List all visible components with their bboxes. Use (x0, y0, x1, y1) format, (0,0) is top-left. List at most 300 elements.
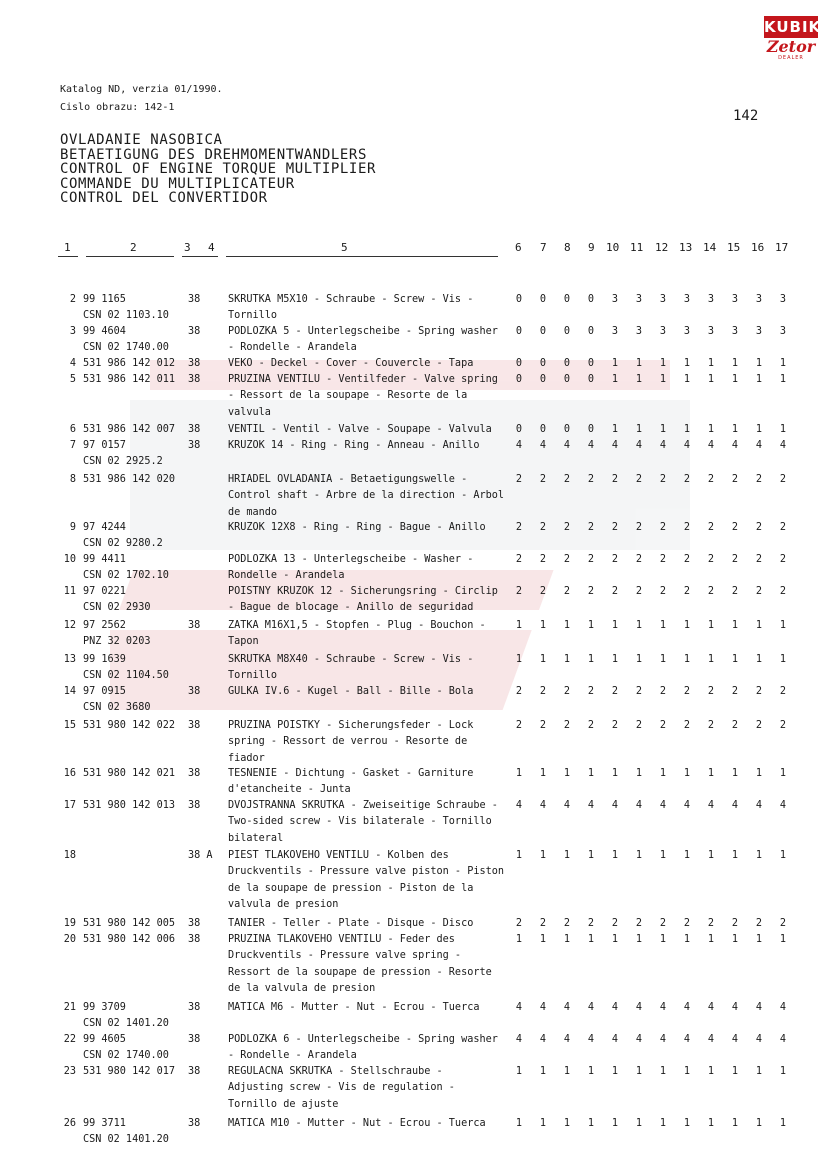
title-de: BETAETIGUNG DES DREHMOMENTWANDLERS (60, 146, 367, 163)
part-number: PNZ 32 0203 (83, 636, 151, 648)
quantity-cell: 2 (755, 474, 763, 485)
quantity-cell: 1 (779, 934, 787, 945)
quantity-cell: 4 (731, 800, 739, 811)
position-number: 4 (69, 358, 76, 369)
quantity-cell: 1 (563, 654, 571, 665)
part-number: 531 980 142 017 (83, 1066, 176, 1077)
quantity-cell: 1 (539, 1066, 547, 1077)
quantity-cell: 0 (587, 358, 595, 369)
group-code: 38 (188, 440, 201, 451)
quantity-cell: 4 (539, 800, 547, 811)
position-number: 11 (63, 586, 76, 597)
quantity-cell: 1 (515, 1118, 523, 1129)
quantity-cell: 2 (683, 918, 691, 929)
part-description: Ressort de la soupape de pression - Resorte (228, 966, 492, 978)
quantity-cell: 2 (611, 586, 619, 597)
col-header-6: 6 (515, 241, 522, 254)
col-header-5: 5 (341, 241, 348, 254)
part-description: PIEST TLAKOVEHO VENTILU - Kolben des (228, 850, 449, 861)
quantity-cell: 1 (611, 358, 619, 369)
group-code: 38 (188, 374, 201, 385)
part-description: Druckventils - Pressure valve spring - (228, 950, 462, 962)
title-es: CONTROL DEL CONVERTIDOR (60, 190, 268, 207)
quantity-cell: 2 (779, 686, 787, 697)
part-number: CSN 02 2930 (83, 602, 151, 614)
quantity-cell: 1 (683, 620, 691, 631)
quantity-cell: 1 (587, 1066, 595, 1077)
quantity-cell: 1 (539, 768, 547, 779)
quantity-cell: 1 (635, 374, 643, 385)
col-header-1: 1 (64, 241, 71, 254)
quantity-cell: 2 (539, 474, 547, 485)
quantity-cell: 4 (659, 1002, 667, 1013)
quantity-cell: 0 (563, 424, 571, 435)
quantity-cell: 4 (731, 440, 739, 451)
position-number: 23 (63, 1066, 76, 1077)
quantity-cell: 4 (659, 1034, 667, 1045)
part-description: Adjusting screw - Vis de regulation - (228, 1082, 455, 1094)
quantity-cell: 4 (635, 440, 643, 451)
quantity-cell: 2 (755, 522, 763, 533)
quantity-cell: 2 (563, 474, 571, 485)
quantity-cell: 1 (611, 850, 619, 861)
quantity-cell: 4 (563, 1034, 571, 1045)
part-description: ZATKA M16X1,5 - Stopfen - Plug - Bouchon - (228, 620, 486, 631)
quantity-cell: 2 (731, 522, 739, 533)
quantity-cell: 1 (779, 620, 787, 631)
quantity-cell: 1 (731, 850, 739, 861)
part-description: DVOJSTRANNA SKRUTKA - Zweiseitige Schraube - (228, 800, 498, 811)
part-description: - Rondelle - Arandela (228, 342, 357, 354)
quantity-cell: 1 (755, 934, 763, 945)
quantity-cell: 1 (539, 1118, 547, 1129)
part-number: 99 4605 (83, 1034, 126, 1045)
quantity-cell: 1 (635, 768, 643, 779)
quantity-cell: 1 (755, 1066, 763, 1077)
quantity-cell: 2 (779, 554, 787, 565)
quantity-cell: 2 (539, 720, 547, 731)
part-number: 97 2562 (83, 620, 126, 631)
quantity-cell: 2 (539, 918, 547, 929)
quantity-cell: 1 (779, 850, 787, 861)
quantity-cell: 1 (563, 1066, 571, 1077)
quantity-cell: 1 (731, 934, 739, 945)
quantity-cell: 2 (587, 686, 595, 697)
part-description: Control shaft - Arbre de la direction - Arbol (228, 490, 505, 502)
part-description: REGULACNA SKRUTKA - Stellschraube - (228, 1066, 443, 1077)
part-number: 97 0915 (83, 686, 126, 697)
catalog-version: Katalog ND, verzia 01/1990. (60, 84, 223, 95)
quantity-cell: 1 (755, 358, 763, 369)
part-number: 99 1639 (83, 654, 126, 665)
quantity-cell: 1 (707, 654, 715, 665)
quantity-cell: 1 (587, 850, 595, 861)
quantity-cell: 1 (611, 620, 619, 631)
quantity-cell: 2 (707, 586, 715, 597)
quantity-cell: 2 (587, 918, 595, 929)
quantity-cell: 2 (755, 554, 763, 565)
part-description: fiador (228, 752, 265, 764)
quantity-cell: 1 (611, 934, 619, 945)
part-description: PODLOZKA 6 - Unterlegscheibe - Spring washer (228, 1034, 498, 1045)
quantity-cell: 1 (563, 768, 571, 779)
part-description: - Rondelle - Arandela (228, 1050, 357, 1062)
quantity-cell: 4 (563, 1002, 571, 1013)
col-header-3: 3 (184, 241, 191, 254)
quantity-cell: 2 (707, 918, 715, 929)
position-number: 8 (69, 474, 76, 485)
col-header-10: 10 (606, 241, 620, 254)
quantity-cell: 4 (659, 440, 667, 451)
quantity-cell: 3 (707, 326, 715, 337)
part-number: 531 980 142 021 (83, 768, 176, 779)
quantity-cell: 4 (611, 1034, 619, 1045)
quantity-cell: 2 (587, 522, 595, 533)
quantity-cell: 4 (539, 1002, 547, 1013)
quantity-cell: 1 (587, 934, 595, 945)
quantity-cell: 2 (515, 474, 523, 485)
quantity-cell: 1 (635, 358, 643, 369)
quantity-cell: 1 (611, 1118, 619, 1129)
quantity-cell: 4 (707, 1034, 715, 1045)
part-description: PRUZINA TLAKOVEHO VENTILU - Feder des (228, 934, 455, 945)
quantity-cell: 2 (659, 554, 667, 565)
col-header-14: 14 (703, 241, 717, 254)
part-number: 531 980 142 022 (83, 720, 176, 731)
quantity-cell: 1 (731, 1118, 739, 1129)
part-description: KRUZOK 12X8 - Ring - Ring - Bague - Anillo (228, 522, 486, 533)
quantity-cell: 2 (707, 554, 715, 565)
position-number: 9 (69, 522, 76, 533)
part-description: TANIER - Teller - Plate - Disque - Disco (228, 918, 474, 929)
group-code: 38 (188, 424, 201, 435)
group-code: 38 (188, 620, 201, 631)
quantity-cell: 1 (707, 424, 715, 435)
quantity-cell: 1 (611, 424, 619, 435)
col-header-7: 7 (540, 241, 547, 254)
quantity-cell: 1 (779, 374, 787, 385)
quantity-cell: 1 (539, 620, 547, 631)
part-number: 99 4411 (83, 554, 126, 565)
quantity-cell: 0 (539, 374, 547, 385)
part-description: valvula de presion (228, 899, 339, 911)
quantity-cell: 2 (683, 522, 691, 533)
quantity-cell: 1 (587, 620, 595, 631)
part-description: Two-sided screw - Vis bilaterale - Tornillo (228, 816, 492, 828)
quantity-cell: 4 (587, 1002, 595, 1013)
part-number: CSN 02 3680 (83, 702, 151, 714)
part-number: 531 980 142 013 (83, 800, 176, 811)
col-header-13: 13 (679, 241, 693, 254)
quantity-cell: 4 (563, 800, 571, 811)
part-description: spring - Ressort de verrou - Resorte de (228, 736, 468, 748)
col-header-11: 11 (630, 241, 644, 254)
quantity-cell: 2 (683, 686, 691, 697)
part-number: 99 3709 (83, 1002, 126, 1013)
group-code: 38 (188, 1034, 201, 1045)
part-description: MATICA M6 - Mutter - Nut - Ecrou - Tuerca (228, 1002, 480, 1013)
quantity-cell: 2 (635, 554, 643, 565)
group-code: 38 (188, 918, 201, 929)
quantity-cell: 0 (563, 358, 571, 369)
part-description: Tornillo de ajuste (228, 1098, 339, 1110)
quantity-cell: 0 (587, 294, 595, 305)
title-fr: COMMANDE DU MULTIPLICATEUR (60, 175, 295, 192)
quantity-cell: 3 (755, 294, 763, 305)
quantity-cell: 1 (659, 374, 667, 385)
quantity-cell: 2 (683, 720, 691, 731)
quantity-cell: 3 (635, 326, 643, 337)
quantity-cell: 0 (587, 374, 595, 385)
quantity-cell: 1 (683, 1118, 691, 1129)
position-number: 21 (63, 1002, 76, 1013)
position-number: 13 (63, 654, 76, 665)
position-number: 22 (63, 1034, 76, 1045)
quantity-cell: 2 (635, 586, 643, 597)
quantity-cell: 3 (731, 294, 739, 305)
group-code: 38 (188, 1118, 201, 1129)
quantity-cell: 4 (683, 800, 691, 811)
quantity-cell: 1 (779, 654, 787, 665)
part-number: CSN 02 1401.20 (83, 1018, 169, 1030)
part-description: de mando (228, 506, 278, 518)
quantity-cell: 1 (611, 768, 619, 779)
quantity-cell: 2 (539, 686, 547, 697)
quantity-cell: 4 (659, 800, 667, 811)
quantity-cell: 1 (587, 654, 595, 665)
part-description: PRUZINA VENTILU - Ventilfeder - Valve spring (228, 374, 498, 385)
quantity-cell: 1 (731, 654, 739, 665)
quantity-cell: 2 (539, 522, 547, 533)
quantity-cell: 2 (755, 918, 763, 929)
part-description: VEKO - Deckel - Cover - Couvercle - Tapa (228, 358, 474, 369)
quantity-cell: 4 (755, 440, 763, 451)
quantity-cell: 4 (731, 1034, 739, 1045)
quantity-cell: 0 (587, 326, 595, 337)
part-description: MATICA M10 - Mutter - Nut - Ecrou - Tuerca (228, 1118, 486, 1129)
quantity-cell: 1 (731, 424, 739, 435)
quantity-cell: 1 (515, 1066, 523, 1077)
quantity-cell: 1 (659, 620, 667, 631)
col-header-16: 16 (751, 241, 765, 254)
part-description: POISTNY KRUZOK 12 - Sicherungsring - Circlip (228, 586, 498, 597)
quantity-cell: 1 (755, 850, 763, 861)
quantity-cell: 3 (683, 294, 691, 305)
quantity-cell: 2 (587, 720, 595, 731)
position-number: 3 (69, 326, 76, 337)
quantity-cell: 0 (539, 358, 547, 369)
quantity-cell: 2 (779, 522, 787, 533)
quantity-cell: 2 (563, 554, 571, 565)
quantity-cell: 1 (779, 358, 787, 369)
quantity-cell: 2 (563, 686, 571, 697)
quantity-cell: 2 (515, 918, 523, 929)
quantity-cell: 2 (755, 686, 763, 697)
quantity-cell: 1 (683, 358, 691, 369)
quantity-cell: 4 (779, 800, 787, 811)
part-number: 531 986 142 020 (83, 474, 176, 485)
part-description: Tornillo (228, 670, 278, 682)
logo-dealer: DEALER (778, 55, 804, 61)
group-code: 38 (188, 326, 201, 337)
image-number: Cislo obrazu: 142-1 (60, 102, 175, 113)
quantity-cell: 2 (779, 474, 787, 485)
quantity-cell: 2 (611, 720, 619, 731)
part-number: CSN 02 1740.00 (83, 1050, 169, 1062)
col-header-9: 9 (588, 241, 595, 254)
quantity-cell: 4 (731, 1002, 739, 1013)
quantity-cell: 2 (563, 918, 571, 929)
quantity-cell: 2 (563, 720, 571, 731)
quantity-cell: 1 (779, 1118, 787, 1129)
quantity-cell: 1 (683, 424, 691, 435)
part-number: 531 986 142 007 (83, 424, 176, 435)
quantity-cell: 4 (755, 1034, 763, 1045)
quantity-cell: 0 (515, 294, 523, 305)
part-description: SKRUTKA M5X10 - Schraube - Screw - Vis - (228, 294, 474, 305)
position-number: 12 (63, 620, 76, 631)
quantity-cell: 4 (755, 800, 763, 811)
position-number: 2 (69, 294, 76, 305)
quantity-cell: 2 (683, 474, 691, 485)
quantity-cell: 1 (515, 620, 523, 631)
quantity-cell: 2 (515, 686, 523, 697)
quantity-cell: 1 (635, 934, 643, 945)
quantity-cell: 1 (707, 620, 715, 631)
quantity-cell: 1 (611, 374, 619, 385)
quantity-cell: 2 (635, 686, 643, 697)
quantity-cell: 1 (635, 654, 643, 665)
quantity-cell: 4 (779, 440, 787, 451)
quantity-cell: 1 (707, 1066, 715, 1077)
position-number: 6 (69, 424, 76, 435)
part-description: PODLOZKA 5 - Unterlegscheibe - Spring washer (228, 326, 498, 337)
quantity-cell: 0 (587, 424, 595, 435)
quantity-cell: 2 (707, 522, 715, 533)
quantity-cell: 4 (635, 1034, 643, 1045)
quantity-cell: 2 (707, 686, 715, 697)
part-description: - Bague de blocage - Anillo de seguridad (228, 602, 474, 614)
quantity-cell: 1 (659, 768, 667, 779)
part-number: 99 3711 (83, 1118, 126, 1129)
quantity-cell: 4 (515, 440, 523, 451)
quantity-cell: 1 (635, 620, 643, 631)
quantity-cell: 1 (731, 1066, 739, 1077)
quantity-cell: 4 (635, 800, 643, 811)
group-code: 38 (188, 294, 201, 305)
position-number: 16 (63, 768, 76, 779)
part-number: 531 986 142 012 (83, 358, 176, 369)
part-description: Rondelle - Arandela (228, 570, 345, 582)
quantity-cell: 1 (683, 374, 691, 385)
quantity-cell: 1 (635, 424, 643, 435)
quantity-cell: 2 (731, 918, 739, 929)
logo-kubik: KUBIK (764, 18, 822, 36)
quantity-cell: 3 (755, 326, 763, 337)
quantity-cell: 2 (587, 554, 595, 565)
quantity-cell: 2 (515, 554, 523, 565)
part-description: KRUZOK 14 - Ring - Ring - Anneau - Anillo (228, 440, 480, 451)
quantity-cell: 4 (515, 1002, 523, 1013)
quantity-cell: 4 (539, 440, 547, 451)
quantity-cell: 2 (611, 918, 619, 929)
position-number: 10 (63, 554, 76, 565)
part-description: VENTIL - Ventil - Valve - Soupape - Valvula (228, 424, 492, 435)
part-description: - Ressort de la soupape - Resorte de la (228, 390, 468, 402)
quantity-cell: 4 (707, 800, 715, 811)
part-number: CSN 02 2925.2 (83, 456, 163, 468)
title-sk: OVLADANIE NASOBICA (60, 132, 223, 148)
quantity-cell: 1 (683, 768, 691, 779)
part-description: HRIADEL OVLADANIA - Betaetigungswelle - (228, 474, 468, 485)
quantity-cell: 4 (779, 1034, 787, 1045)
quantity-cell: 1 (635, 1118, 643, 1129)
quantity-cell: 1 (659, 850, 667, 861)
quantity-cell: 2 (659, 522, 667, 533)
part-description: Tapon (228, 636, 259, 648)
quantity-cell: 2 (755, 586, 763, 597)
part-number: CSN 02 1401.20 (83, 1134, 169, 1146)
quantity-cell: 1 (755, 620, 763, 631)
page-number: 142 (733, 108, 759, 124)
quantity-cell: 1 (755, 424, 763, 435)
quantity-cell: 1 (539, 654, 547, 665)
quantity-cell: 4 (683, 1034, 691, 1045)
part-number: CSN 02 1104.50 (83, 670, 169, 682)
quantity-cell: 1 (515, 768, 523, 779)
group-code: 38 (188, 1002, 201, 1013)
quantity-cell: 1 (563, 934, 571, 945)
part-number: CSN 02 1702.10 (83, 570, 169, 582)
quantity-cell: 3 (731, 326, 739, 337)
part-description: valvula (228, 406, 271, 418)
quantity-cell: 4 (587, 440, 595, 451)
quantity-cell: 0 (563, 326, 571, 337)
quantity-cell: 1 (659, 934, 667, 945)
part-number: 99 4604 (83, 326, 126, 337)
logo-zetor: Zetor (766, 37, 816, 56)
part-description: PRUZINA POISTKY - Sicherungsfeder - Lock (228, 720, 474, 731)
group-code: 38 (188, 686, 201, 697)
quantity-cell: 2 (659, 720, 667, 731)
quantity-cell: 4 (707, 1002, 715, 1013)
col-header-4: 4 (208, 241, 215, 254)
quantity-cell: 3 (779, 294, 787, 305)
position-number: 17 (63, 800, 76, 811)
quantity-cell: 1 (707, 1118, 715, 1129)
quantity-cell: 4 (611, 800, 619, 811)
quantity-cell: 2 (659, 474, 667, 485)
quantity-cell: 0 (539, 294, 547, 305)
quantity-cell: 1 (707, 850, 715, 861)
quantity-cell: 1 (683, 850, 691, 861)
quantity-cell: 2 (731, 586, 739, 597)
quantity-cell: 2 (611, 554, 619, 565)
quantity-cell: 3 (611, 294, 619, 305)
part-number: 97 0221 (83, 586, 126, 597)
quantity-cell: 2 (659, 918, 667, 929)
quantity-cell: 0 (563, 294, 571, 305)
quantity-cell: 4 (779, 1002, 787, 1013)
quantity-cell: 2 (587, 586, 595, 597)
quantity-cell: 2 (779, 720, 787, 731)
part-description: bilateral (228, 832, 284, 844)
quantity-cell: 0 (515, 374, 523, 385)
part-number: CSN 02 9280.2 (83, 538, 163, 550)
quantity-cell: 1 (587, 768, 595, 779)
col-header-15: 15 (727, 241, 741, 254)
quantity-cell: 1 (659, 1118, 667, 1129)
